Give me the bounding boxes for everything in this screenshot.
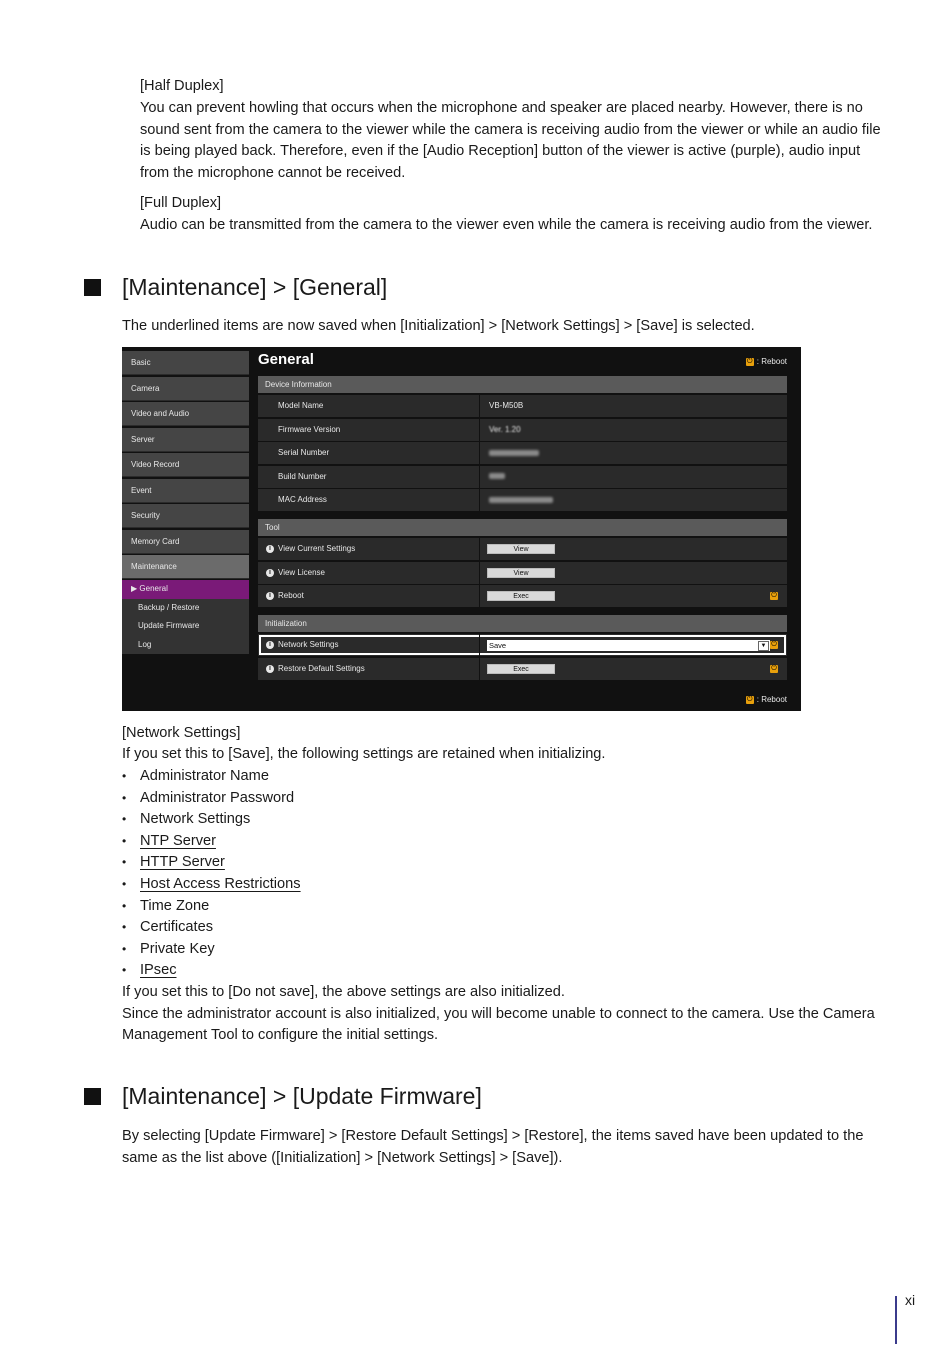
maintenance-submenu bbox=[122, 580, 249, 654]
list-item-text: Host Access Restrictions bbox=[140, 875, 301, 892]
list-item-text: Time Zone bbox=[140, 897, 210, 914]
page-title: General bbox=[258, 351, 314, 368]
paragraph-line: Since the administrator account is also initialized, you will become unable to connect to the camera. Use the Camera bbox=[122, 1005, 875, 1022]
section-square-icon bbox=[84, 1088, 101, 1105]
list-item bbox=[122, 788, 301, 810]
half-duplex-text bbox=[140, 98, 881, 184]
full-duplex-heading: [Full Duplex] bbox=[140, 195, 222, 211]
tool-row bbox=[258, 538, 787, 560]
model-name-value: VB-M50B bbox=[489, 401, 524, 410]
list-item bbox=[122, 831, 301, 853]
paragraph-line: same as the list above ([Initialization] > [Network Settings] > [Save]). bbox=[122, 1149, 563, 1166]
network-settings-heading: [Network Settings] bbox=[122, 725, 241, 741]
power-icon: ⏻ bbox=[746, 695, 753, 703]
half-duplex-line: from the microphone cannot be received. bbox=[140, 164, 406, 181]
sidebar-item-memory-card[interactable]: Memory Card bbox=[122, 530, 249, 554]
sidebar-item-camera[interactable]: Camera bbox=[122, 377, 249, 401]
device-info-row bbox=[258, 419, 787, 441]
half-duplex-line: is being played back. Therefore, even if the [Audio Reception] button of the viewer is active (purple), audio input bbox=[140, 143, 861, 160]
paragraph-line: By selecting [Update Firmware] > [Restore Default Settings] > [Restore], the items saved have been updated to the bbox=[122, 1128, 864, 1144]
half-duplex-line: You can prevent howling that occurs when the microphone and speaker are placed nearby. However, there is no bbox=[140, 100, 863, 116]
sidebar-item-server[interactable]: Server bbox=[122, 428, 249, 452]
device-info-row bbox=[258, 442, 787, 464]
list-item bbox=[122, 939, 301, 961]
serial-number-value bbox=[489, 442, 539, 464]
list-item bbox=[122, 896, 301, 918]
reboot-legend-label: : Reboot bbox=[756, 695, 787, 704]
power-icon: ⏻ bbox=[771, 592, 777, 599]
reboot-label: Reboot bbox=[258, 585, 480, 607]
half-duplex-line: sound sent from the camera to the viewer while the camera is receiving audio from the viewer or while an audio file bbox=[140, 121, 881, 138]
section-title-text: [Maintenance] > [General] bbox=[122, 274, 388, 300]
submenu-item-update-firmware[interactable]: Update Firmware bbox=[138, 621, 200, 630]
half-duplex-heading: [Half Duplex] bbox=[140, 78, 224, 94]
list-item bbox=[122, 917, 301, 939]
list-item-text: NTP Server bbox=[140, 832, 216, 849]
submenu-item-general[interactable] bbox=[122, 580, 249, 599]
blurred-value bbox=[489, 450, 539, 456]
network-settings-after bbox=[122, 982, 875, 1047]
blurred-value bbox=[489, 473, 505, 479]
reboot-legend-top bbox=[746, 357, 787, 366]
paragraph-line: Management Tool to configure the initial settings. bbox=[122, 1027, 439, 1044]
list-item-text: Administrator Password bbox=[140, 789, 295, 806]
info-icon: i bbox=[266, 569, 274, 577]
page-number-bar bbox=[895, 1296, 897, 1344]
section2-text bbox=[122, 1126, 863, 1169]
full-duplex-text: Audio can be transmitted from the camera to the viewer even while the camera is receiving audio from the viewer. bbox=[140, 217, 873, 233]
network-settings-row bbox=[258, 634, 787, 656]
list-item-text: Private Key bbox=[140, 940, 215, 957]
sidebar-item-security[interactable]: Security bbox=[122, 504, 249, 528]
power-icon: ⏻ bbox=[771, 665, 777, 672]
device-info-row bbox=[258, 395, 787, 417]
section-title-text: [Maintenance] > [Update Firmware] bbox=[122, 1083, 482, 1109]
view-license-label: View License bbox=[258, 562, 480, 584]
device-information-header: Device Information bbox=[258, 376, 787, 393]
submenu-item-log[interactable]: Log bbox=[138, 639, 152, 649]
restore-default-exec-button[interactable]: Exec bbox=[487, 664, 555, 674]
list-item-text: HTTP Server bbox=[140, 854, 225, 871]
view-current-settings-label: View Current Settings bbox=[258, 538, 480, 560]
build-number-value bbox=[489, 466, 505, 488]
retained-settings-list bbox=[122, 766, 301, 982]
section-square-icon bbox=[84, 279, 101, 296]
power-icon: ⏻ bbox=[746, 357, 753, 365]
network-settings-intro: If you set this to [Save], the following settings are retained when initializing. bbox=[122, 746, 606, 762]
reboot-exec-button[interactable]: Exec bbox=[487, 591, 555, 601]
page-number: xi bbox=[905, 1292, 916, 1308]
serial-number-label: Serial Number bbox=[258, 442, 480, 464]
mac-address-label: MAC Address bbox=[258, 489, 480, 511]
firmware-version-value: Ver. 1.20 bbox=[489, 424, 521, 434]
mac-address-value bbox=[489, 489, 553, 511]
network-settings-select-value: Save bbox=[489, 641, 507, 650]
view-license-button[interactable]: View bbox=[487, 568, 555, 578]
restore-default-row bbox=[258, 658, 787, 680]
model-name-label: Model Name bbox=[258, 395, 480, 417]
list-item bbox=[122, 960, 301, 982]
tool-header: Tool bbox=[258, 519, 787, 536]
firmware-version-label: Firmware Version bbox=[258, 419, 480, 441]
network-settings-label: Network Settings bbox=[258, 634, 480, 656]
list-item-text: Network Settings bbox=[140, 811, 251, 828]
list-item bbox=[122, 766, 301, 788]
section-maintenance-general-title bbox=[84, 273, 387, 301]
blurred-value bbox=[489, 497, 553, 503]
power-icon: ⏻ bbox=[771, 641, 777, 648]
paragraph-line: If you set this to [Do not save], the above settings are also initialized. bbox=[122, 984, 565, 1000]
sidebar-item-video-record[interactable]: Video Record bbox=[122, 453, 249, 477]
tool-row bbox=[258, 585, 787, 607]
info-icon: i bbox=[266, 545, 274, 553]
submenu-item-backup-restore[interactable]: Backup / Restore bbox=[138, 602, 200, 612]
triangle-right-icon: ▶ bbox=[131, 584, 138, 593]
info-icon: i bbox=[266, 665, 274, 673]
list-item-text: Certificates bbox=[140, 919, 213, 936]
network-settings-select[interactable] bbox=[487, 640, 770, 651]
section1-intro: The underlined items are now saved when [Initialization] > [Network Settings] > [Save] is selected. bbox=[122, 318, 755, 334]
device-info-row bbox=[258, 489, 787, 511]
initialization-header: Initialization bbox=[258, 615, 787, 632]
submenu-item-label: General bbox=[139, 584, 168, 593]
list-item bbox=[122, 809, 301, 831]
list-item bbox=[122, 852, 301, 874]
section-maintenance-update-firmware-title bbox=[84, 1082, 482, 1110]
list-item-text: IPsec bbox=[140, 962, 177, 979]
view-current-settings-button[interactable]: View bbox=[487, 544, 555, 554]
general-settings-screenshot bbox=[122, 347, 801, 711]
reboot-legend-label: : Reboot bbox=[756, 357, 787, 366]
info-icon: i bbox=[266, 592, 274, 600]
list-item-text: Administrator Name bbox=[140, 768, 269, 784]
sidebar-item-basic[interactable]: Basic bbox=[122, 351, 249, 375]
sidebar-item-maintenance[interactable]: Maintenance bbox=[122, 555, 249, 579]
info-icon: i bbox=[266, 641, 274, 649]
sidebar-item-video-and-audio[interactable]: Video and Audio bbox=[122, 402, 249, 426]
sidebar-item-event[interactable]: Event bbox=[122, 479, 249, 503]
device-info-row bbox=[258, 466, 787, 488]
chevron-down-icon: ▼ bbox=[758, 641, 769, 651]
tool-row bbox=[258, 562, 787, 584]
reboot-legend-bottom bbox=[746, 695, 787, 704]
list-item bbox=[122, 874, 301, 896]
restore-default-settings-label: Restore Default Settings bbox=[258, 658, 480, 680]
build-number-label: Build Number bbox=[258, 466, 480, 488]
